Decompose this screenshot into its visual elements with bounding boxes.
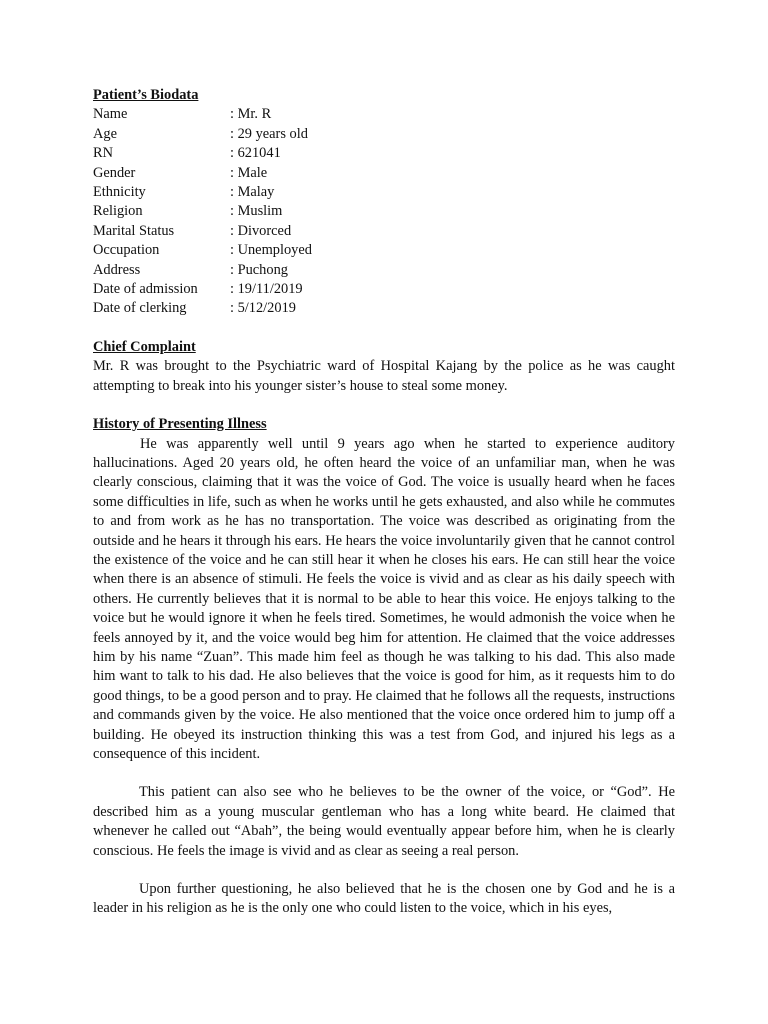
biodata-label: Occupation [93,242,160,259]
biodata-label: Date of clerking [93,300,187,317]
biodata-row [93,261,675,280]
biodata-value: : 5/12/2019 [230,300,296,317]
document-content [93,86,675,919]
biodata-label: Ethnicity [93,184,146,201]
biodata-row [93,222,675,241]
chief-complaint-heading: Chief Complaint [93,338,196,355]
biodata-value: : 19/11/2019 [230,281,303,298]
biodata-value: : Unemployed [230,242,312,259]
chief-complaint-section [93,338,675,396]
biodata-value: : Male [230,164,268,181]
biodata-list [93,105,675,318]
biodata-label: Religion [93,203,143,220]
biodata-row [93,241,675,260]
biodata-value: : Muslim [230,203,283,220]
biodata-label: Age [93,125,117,142]
hpi-paragraph-1: He was apparently well until 9 years ago when he started to experience auditory hallucinations. Aged 20 years old, he often heard the voice of an unfamiliar man, when he was clearly conscious, claiming that it was the voice of God. The voice is usually heard when he faces some difficulties in life, such as when he works until he gets exhausted, and also while he commutes to and from work as he has no transportation. The voice was described as originating from the outside and he hears it through his ears. He hears the voice involuntarily given that he cannot control the existence of the voice and he can still hear it when he closes his ears. He can still hear the voice when there is an absence of stimuli. He feels the voice is vivid and as clear as his daily speech with others. He currently believes that it is normal to be able to hear this voice. He enjoys talking to the voice but he would ignore it when he feels tired. Sometimes, he would admonish the voice when he feels annoyed by it, and the voice would beg him for attention. He claimed that the voice addresses him by his name “Zuan”. This made him feel as though he was talking to his dad. This also made him want to talk to his dad. He also believes that the voice is good for him, as it requests him to do good things, to be a good person and to pray. He claimed that he follows all the requests, instructions and commands given by the voice. He also mentioned that the voice once ordered him to jump off a building. He obeyed its instruction thinking this was a test from God, and injured his legs as a consequence of this incident. [93,435,675,762]
hpi-paragraph-3: Upon further questioning, he also believed that he is the chosen one by God and he is a leader in his religion as he is the only one who could listen to the voice, which in his eyes, [93,881,675,917]
hpi-heading: History of Presenting Illness [93,416,267,433]
biodata-value: : 621041 [230,145,281,162]
biodata-label: RN [93,145,113,162]
biodata-value: : 29 years old [230,125,308,142]
biodata-row [93,183,675,202]
biodata-heading: Patient’s Biodata [93,87,199,103]
biodata-row [93,105,675,124]
hpi-paragraph-2: This patient can also see who he believes to be the owner of the voice, or “God”. He described him as a young muscular gentleman who has a long white beard. He claimed that whenever he called out “Abah”, the being would eventually appear before him, when he is clearly conscious. He feels the image is vivid and as clear as seeing a real person. [93,784,675,859]
biodata-row [93,299,675,318]
biodata-row [93,164,675,183]
biodata-row [93,144,675,163]
hpi-section [93,415,675,919]
biodata-row [93,202,675,221]
biodata-row [93,125,675,144]
biodata-label: Marital Status [93,222,175,239]
biodata-value: : Puchong [230,261,288,278]
biodata-value: : Malay [230,184,275,201]
biodata-label: Address [93,261,141,278]
biodata-label: Date of admission [93,281,198,298]
biodata-value: : Mr. R [230,106,272,123]
biodata-label: Name [93,106,128,123]
biodata-section [93,86,675,319]
biodata-row [93,280,675,299]
biodata-label: Gender [93,164,136,181]
chief-complaint-text: Mr. R was brought to the Psychiatric ward of Hospital Kajang by the police as he was caught attempting to break into his younger sister’s house to steal some money. [93,358,675,394]
biodata-value: : Divorced [230,222,292,239]
